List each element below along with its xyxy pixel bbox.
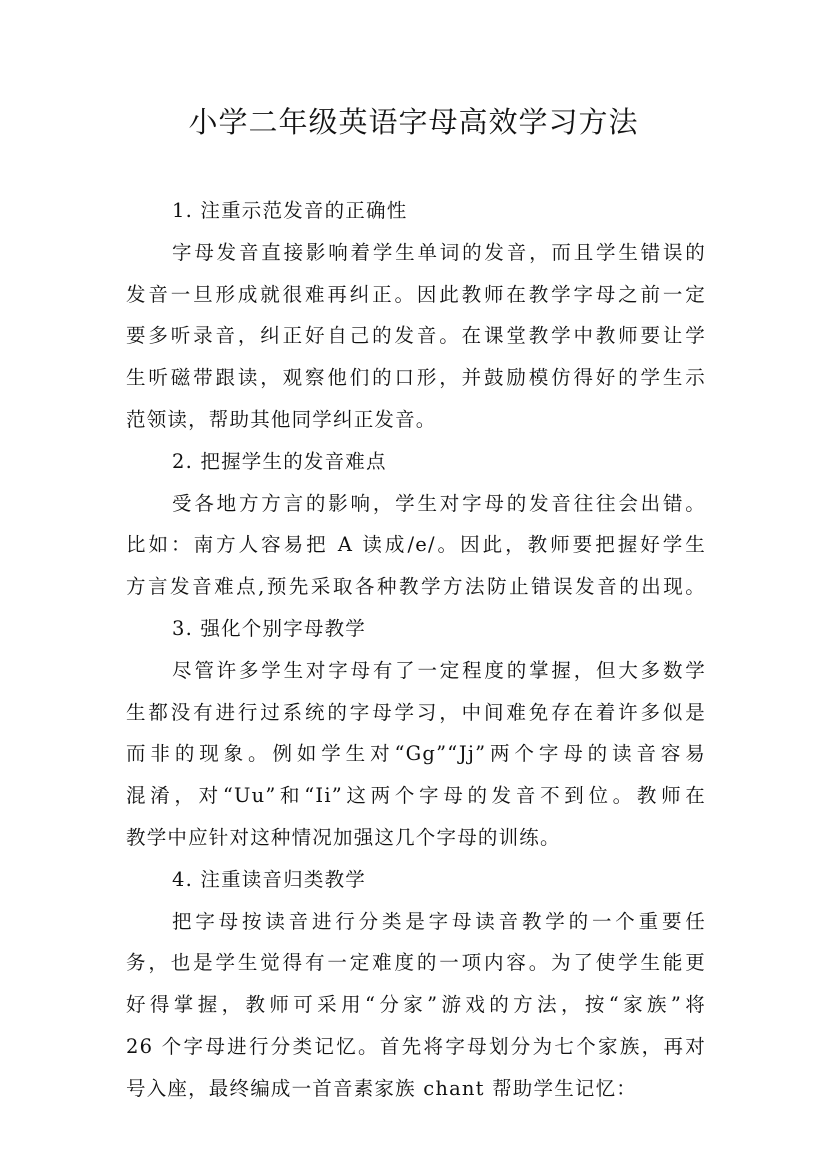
paragraph-line: 26 个字母进行分类记忆。首先将字母划分为七个家族，再对 bbox=[126, 1034, 706, 1058]
paragraph-line: 把字母按读音进行分类是字母读音教学的一个重要任 bbox=[172, 909, 706, 933]
paragraph-line: 而非的现象。例如学生对“Gg”“Jj”两个字母的读音容易 bbox=[126, 742, 706, 766]
section-heading-3: 3. 强化个别字母教学 bbox=[172, 616, 367, 640]
paragraph-line: 受各地方方言的影响，学生对字母的发音往往会出错。 bbox=[172, 491, 706, 515]
paragraph-line: 范领读，帮助其他同学纠正发音。 bbox=[126, 407, 437, 431]
paragraph-line: 务，也是学生觉得有一定难度的一项内容。为了使学生能更 bbox=[126, 951, 706, 975]
document-title: 小学二年级英语字母高效学习方法 bbox=[188, 105, 639, 139]
paragraph-line: 尽管许多学生对字母有了一定程度的掌握，但大多数学 bbox=[172, 658, 706, 682]
section-heading-4: 4. 注重读音归类教学 bbox=[172, 867, 367, 891]
paragraph-line: 混淆，对“Uu”和“Ii”这两个字母的发音不到位。教师在 bbox=[126, 784, 706, 808]
document-body bbox=[126, 190, 706, 1110]
paragraph-line: 要多听录音，纠正好自己的发音。在课堂教学中教师要让学 bbox=[126, 324, 706, 348]
section-heading-2: 2. 把握学生的发音难点 bbox=[172, 449, 387, 473]
paragraph-line: 字母发音直接影响着学生单词的发音，而且学生错误的 bbox=[172, 240, 706, 264]
paragraph-line: 生都没有进行过系统的字母学习，中间难免存在着许多似是 bbox=[126, 700, 706, 724]
paragraph-line: 方言发音难点,预先采取各种教学方法防止错误发音的出现。 bbox=[126, 575, 706, 599]
paragraph-line: 发音一旦形成就很难再纠正。因此教师在教学字母之前一定 bbox=[126, 282, 706, 306]
paragraph-line: 比如：南方人容易把 A 读成/e/。因此，教师要把握好学生 bbox=[126, 533, 706, 557]
paragraph-line: 好得掌握，教师可采用“分家”游戏的方法，按“家族”将 bbox=[126, 993, 706, 1017]
paragraph-line: 教学中应针对这种情况加强这几个字母的训练。 bbox=[126, 825, 561, 849]
section-heading-1: 1. 注重示范发音的正确性 bbox=[172, 199, 408, 222]
paragraph-line: 号入座，最终编成一首音素家族 chant 帮助学生记忆： bbox=[126, 1076, 637, 1100]
paragraph-line: 生听磁带跟读，观察他们的口形，并鼓励模仿得好的学生示 bbox=[126, 366, 706, 390]
